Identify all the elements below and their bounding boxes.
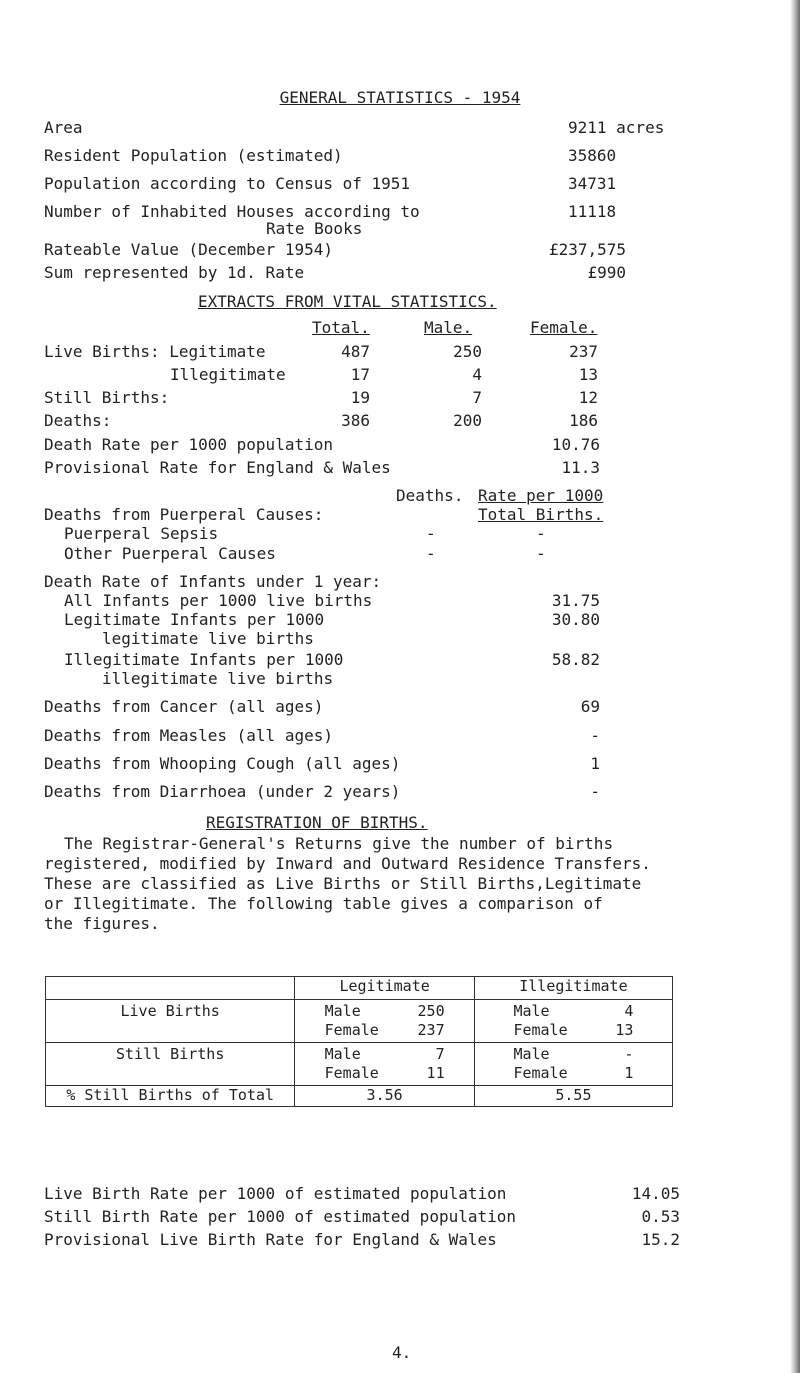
- illegit-infants-label: Illegitimate Infants per 1000: [64, 650, 344, 669]
- rateable-value-value: £237,575: [548, 240, 626, 259]
- whooping-cough-deaths-label: Deaths from Whooping Cough (all ages): [44, 754, 401, 773]
- live-legit-female-cell: 237: [417, 1021, 445, 1039]
- resident-population-label: Resident Population (estimated): [44, 146, 343, 165]
- vital-statistics-heading: EXTRACTS FROM VITAL STATISTICS.: [198, 292, 497, 311]
- penny-rate-value: £990: [587, 263, 626, 282]
- table-row-still-births-percent: [46, 1086, 673, 1107]
- puerperal-heading: Deaths from Puerperal Causes:: [44, 505, 324, 524]
- still-birth-rate-value: 0.53: [641, 1207, 680, 1226]
- row-label-still-births: Still Births: [46, 1043, 295, 1086]
- still-legit-female-cell: 11: [426, 1064, 445, 1082]
- puerperal-sepsis-label: Puerperal Sepsis: [64, 524, 219, 543]
- still-legitimate-cell: [295, 1043, 475, 1086]
- measles-deaths-label: Deaths from Measles (all ages): [44, 726, 333, 745]
- live-illegit-male: 4: [472, 365, 482, 384]
- female-label: Female: [513, 1064, 568, 1082]
- other-puerperal-label: Other Puerperal Causes: [64, 544, 276, 563]
- still-births-female: 12: [578, 388, 598, 407]
- diarrhoea-deaths-label: Deaths from Diarrhoea (under 2 years): [44, 782, 401, 801]
- row-label-live-births: Live Births: [46, 1000, 295, 1043]
- still-births-label: Still Births:: [44, 388, 170, 407]
- registration-para-line-3: These are classified as Live Births or Still Births,Legitimate: [44, 874, 642, 893]
- registration-para-line-1: The Registrar-General's Returns give the number of births: [64, 834, 614, 853]
- all-infants-value: 31.75: [551, 591, 600, 610]
- female-label: Female: [513, 1021, 568, 1039]
- puerperal-sepsis-rate: -: [536, 524, 546, 543]
- female-label: Female: [324, 1064, 379, 1082]
- provisional-live-birth-rate-label: Provisional Live Birth Rate for England & Wales: [44, 1230, 497, 1249]
- illegit-infants-label-2: illegitimate live births: [102, 669, 334, 688]
- still-birth-rate-label: Still Birth Rate per 1000 of estimated population: [44, 1207, 517, 1226]
- table-header-row: [46, 977, 673, 1000]
- inhabited-houses-label: Number of Inhabited Houses according to: [44, 202, 420, 221]
- live-legit-female: 237: [569, 342, 598, 361]
- live-illegit-total: 17: [350, 365, 370, 384]
- other-puerperal-rate: -: [536, 544, 546, 563]
- provisional-rate-value: 11.3: [561, 458, 600, 477]
- live-legit-male-cell: 250: [417, 1002, 445, 1020]
- table-row-live-births: [46, 1000, 673, 1043]
- live-illegitimate-cell: [474, 1000, 672, 1043]
- legit-infants-label-2: legitimate live births: [102, 629, 314, 648]
- col-female-header: Female.: [530, 318, 598, 337]
- death-rate-label: Death Rate per 1000 population: [44, 435, 333, 454]
- table-row-still-births: [46, 1043, 673, 1086]
- live-illegit-female-cell: 13: [615, 1021, 634, 1039]
- resident-population-value: 35860: [568, 146, 617, 165]
- illegitimate-label: Illegitimate: [170, 365, 286, 384]
- penny-rate-label: Sum represented by 1d. Rate: [44, 263, 305, 282]
- census-population-label: Population according to Census of 1951: [44, 174, 411, 193]
- still-illegit-male-cell: -: [624, 1045, 634, 1063]
- all-infants-label: All Infants per 1000 live births: [64, 591, 373, 610]
- area-value: 9211 acres: [568, 118, 665, 137]
- col-rate-header: Rate per 1000: [478, 486, 604, 505]
- infant-death-rate-heading: Death Rate of Infants under 1 year:: [44, 572, 382, 591]
- diarrhoea-deaths-value: -: [590, 782, 600, 801]
- col-deaths-header: Deaths.: [396, 486, 464, 505]
- live-legitimate-cell: [295, 1000, 475, 1043]
- live-legit-male: 250: [453, 342, 482, 361]
- deaths-label: Deaths:: [44, 411, 112, 430]
- col-male-header: Male.: [424, 318, 473, 337]
- still-births-male: 7: [472, 388, 482, 407]
- still-legit-male-cell: 7: [435, 1045, 445, 1063]
- deaths-male: 200: [453, 411, 482, 430]
- illegit-infants-value: 58.82: [551, 650, 600, 669]
- still-illegit-female-cell: 1: [624, 1064, 634, 1082]
- still-births-total: 19: [350, 388, 370, 407]
- page-title: GENERAL STATISTICS - 1954: [279, 88, 521, 107]
- male-label: Male: [324, 1002, 361, 1020]
- col-total-header: Total.: [312, 318, 370, 337]
- pct-illegit-cell: 5.55: [474, 1086, 672, 1107]
- other-puerperal-deaths: -: [426, 544, 436, 563]
- row-label-percent-still-births: % Still Births of Total: [46, 1086, 295, 1107]
- cancer-deaths-value: 69: [580, 697, 600, 716]
- live-birth-rate-label: Live Birth Rate per 1000 of estimated population: [44, 1184, 507, 1203]
- male-label: Male: [513, 1002, 550, 1020]
- inhabited-houses-value: 11118: [568, 202, 617, 221]
- registration-para-line-4: or Illegitimate. The following table gives a comparison of: [44, 894, 603, 913]
- deaths-total: 386: [341, 411, 370, 430]
- inhabited-houses-label-cont: Rate Books: [266, 219, 363, 238]
- provisional-rate-label: Provisional Rate for England & Wales: [44, 458, 391, 477]
- legit-infants-label: Legitimate Infants per 1000: [64, 610, 325, 629]
- col-rate-header-2: Total Births.: [478, 505, 604, 524]
- puerperal-sepsis-deaths: -: [426, 524, 436, 543]
- area-label: Area: [44, 118, 83, 137]
- live-births-legitimate-label: Live Births: Legitimate: [44, 342, 266, 361]
- cancer-deaths-label: Deaths from Cancer (all ages): [44, 697, 324, 716]
- live-legit-total: 487: [341, 342, 370, 361]
- col-legitimate: Legitimate: [295, 977, 475, 1000]
- page-number: 4.: [392, 1343, 412, 1362]
- live-illegit-female: 13: [578, 365, 598, 384]
- measles-deaths-value: -: [590, 726, 600, 745]
- whooping-cough-deaths-value: 1: [590, 754, 600, 773]
- census-population-value: 34731: [568, 174, 617, 193]
- scan-edge-shadow: [790, 0, 800, 1373]
- still-illegitimate-cell: [474, 1043, 672, 1086]
- births-comparison-table: [45, 976, 673, 1107]
- table-corner-cell: [46, 977, 295, 1000]
- registration-para-line-2: registered, modified by Inward and Outward Residence Transfers.: [44, 854, 651, 873]
- rateable-value-label: Rateable Value (December 1954): [44, 240, 333, 259]
- male-label: Male: [324, 1045, 361, 1063]
- male-label: Male: [513, 1045, 550, 1063]
- col-illegitimate: Illegitimate: [474, 977, 672, 1000]
- live-illegit-male-cell: 4: [624, 1002, 634, 1020]
- registration-heading: REGISTRATION OF BIRTHS.: [206, 813, 428, 832]
- legit-infants-value: 30.80: [551, 610, 600, 629]
- deaths-female: 186: [569, 411, 598, 430]
- female-label: Female: [324, 1021, 379, 1039]
- registration-para-line-5: the figures.: [44, 914, 160, 933]
- death-rate-value: 10.76: [551, 435, 600, 454]
- provisional-live-birth-rate-value: 15.2: [641, 1230, 680, 1249]
- pct-legit-cell: 3.56: [295, 1086, 475, 1107]
- live-birth-rate-value: 14.05: [631, 1184, 680, 1203]
